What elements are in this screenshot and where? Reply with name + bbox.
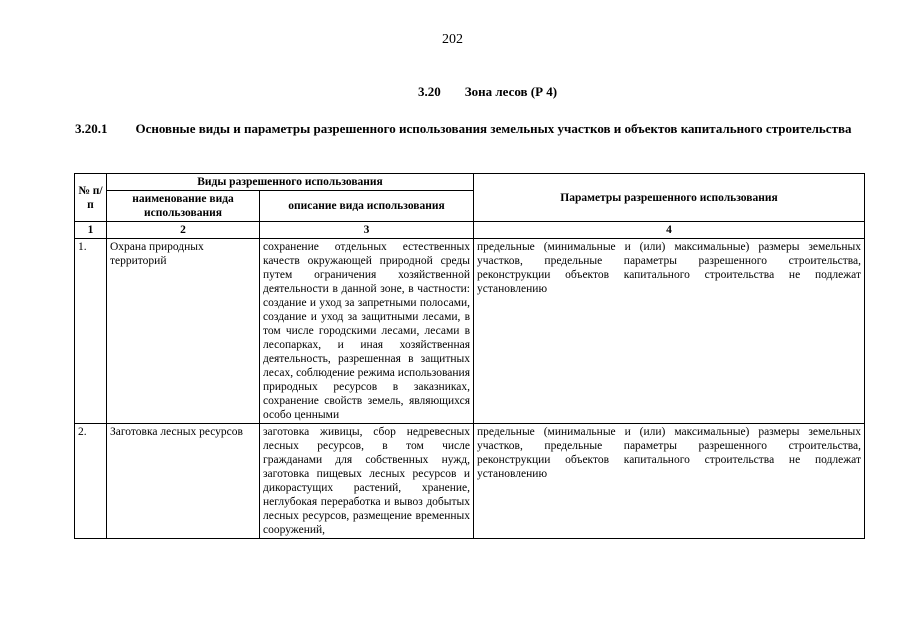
- row-number: 2.: [75, 424, 107, 539]
- header-description: описание вида использования: [260, 191, 474, 222]
- subsection-heading: Основные виды и параметры разрешенного использования земельных участков и объектов капитального строительства: [135, 121, 852, 136]
- header-group: Виды разрешенного использования: [107, 174, 474, 191]
- table-row: [75, 239, 865, 424]
- section-title: [418, 84, 557, 100]
- table-header-row: [75, 174, 865, 191]
- row-params: предельные (минимальные и (или) максимальные) размеры земельных участков, предельные параметры разрешенного строительства, реконструкции объектов капитального строительства не подлежат установлению: [474, 239, 865, 424]
- row-number: 1.: [75, 239, 107, 424]
- row-description: сохранение отдельных естественных качеств окружающей природной среды путем ограничения хозяйственной деятельности в данной зоне, в частности: создание и уход за запретными полосами, создание и уход за защитными лесами, в том числе городскими лесами, лесами в лесопарках, и иная хозяйственная деятельность, разрешенная в защитных лесах, соблюдение режима использования природных ресурсов в заказниках, сохранение свойств земель, являющихся особо ценными: [260, 239, 474, 424]
- table-index-row: [75, 222, 865, 239]
- section-heading: Зона лесов (Р 4): [464, 84, 558, 99]
- land-use-table: [74, 173, 865, 539]
- page-number: 202: [442, 32, 463, 47]
- index-cell: 1: [75, 222, 107, 239]
- row-description: заготовка живицы, сбор недревесных лесных ресурсов, в том числе гражданами для собственных нужд, заготовка пищевых лесных ресурсов и дикорастущих растений, хранение, неглубокая переработка и вывоз добытых лесных ресурсов, размещение временных сооружений,: [260, 424, 474, 539]
- index-cell: 3: [260, 222, 474, 239]
- index-cell: 4: [474, 222, 865, 239]
- row-params: предельные (минимальные и (или) максимальные) размеры земельных участков, предельные параметры разрешенного строительства, реконструкции объектов капитального строительства не подлежат установлению: [474, 424, 865, 539]
- section-number: 3.20: [418, 84, 441, 99]
- header-number: № п/п: [75, 174, 107, 222]
- header-params: Параметры разрешенного использования: [474, 174, 865, 222]
- row-name: Заготовка лесных ресурсов: [107, 424, 260, 539]
- row-name: Охрана природных территорий: [107, 239, 260, 424]
- subsection-number: 3.20.1: [75, 121, 108, 136]
- table-row: [75, 424, 865, 539]
- subsection-title: [75, 120, 859, 137]
- header-name: наименование вида использования: [107, 191, 260, 222]
- index-cell: 2: [107, 222, 260, 239]
